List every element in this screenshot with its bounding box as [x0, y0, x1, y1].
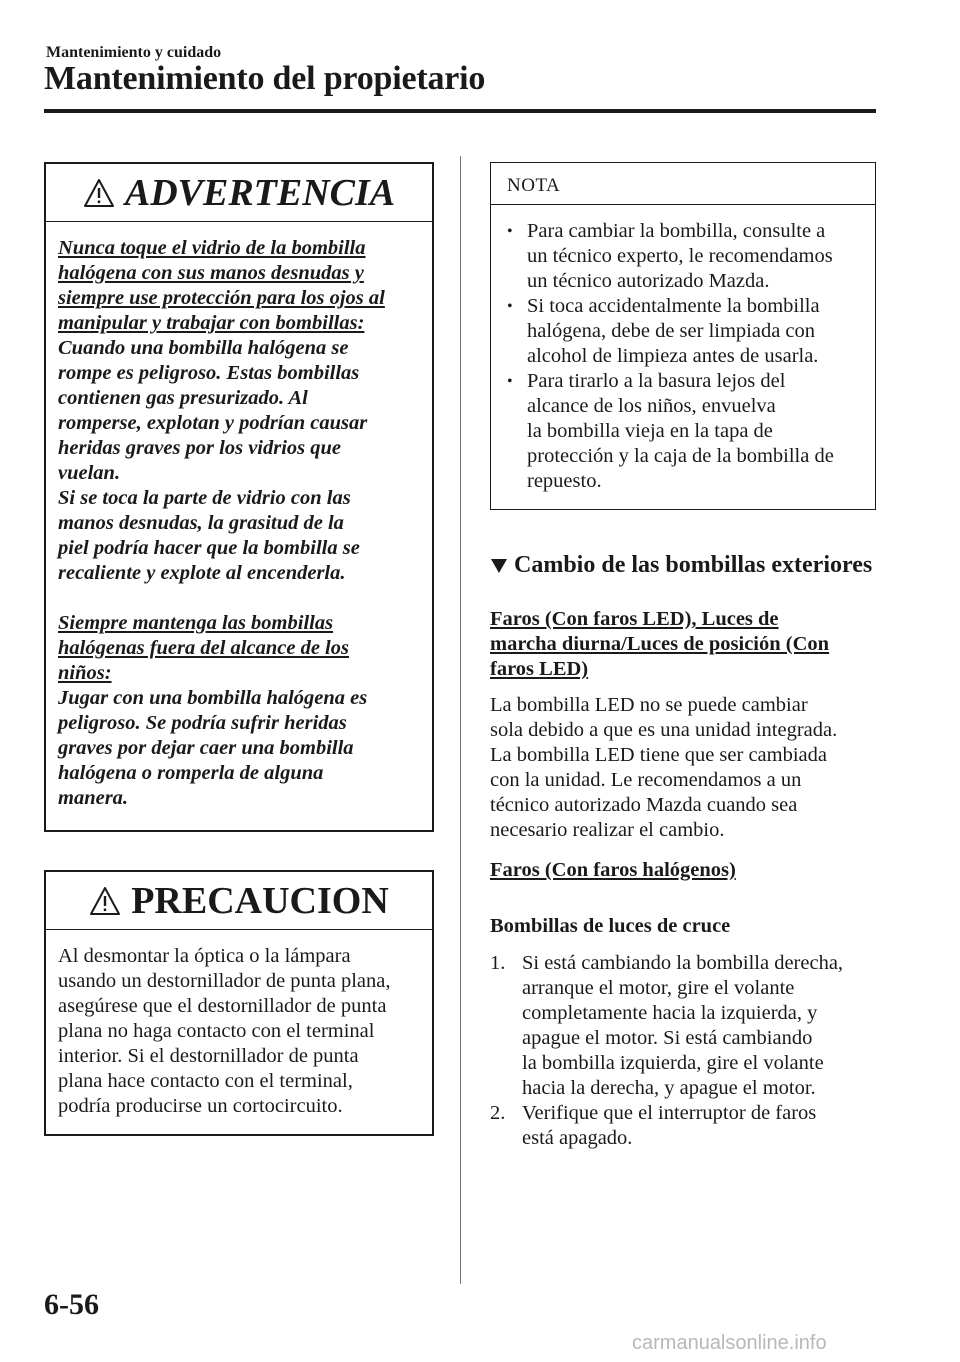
step-number: 1. — [490, 952, 506, 974]
note-list — [491, 205, 875, 494]
warning-line: Si se toca la parte de vidrio con las — [58, 487, 351, 509]
warning-line: siempre use protección para los ojos al — [58, 287, 385, 309]
caution-line: plana no haga contacto con el terminal — [58, 1020, 375, 1042]
caution-text — [46, 930, 432, 1119]
step-line: está apagado. — [522, 1127, 633, 1149]
warning-line: rompe es peligroso. Estas bombillas — [58, 362, 360, 384]
step-item — [490, 951, 876, 1101]
subheading-halogen: Faros (Con faros halógenos) — [490, 859, 736, 881]
steps-list — [490, 951, 876, 1151]
warning-line: halógena o romperla de alguna — [58, 762, 324, 784]
note-box — [490, 162, 876, 510]
note-line: un técnico autorizado Mazda. — [527, 270, 770, 292]
note-line: un técnico experto, le recomendamos — [527, 245, 833, 267]
note-item — [505, 219, 867, 294]
warning-line: peligroso. Se podría sufrir heridas — [58, 712, 347, 734]
note-item — [505, 294, 867, 369]
caution-line: Al desmontar la óptica o la lámpara — [58, 945, 351, 967]
subheading-low-beam: Bombillas de luces de cruce — [490, 915, 731, 937]
column-divider — [460, 156, 461, 1284]
warning-line: graves por dejar caer una bombilla — [58, 737, 354, 759]
subheading-led — [490, 607, 876, 682]
header-rule — [44, 109, 876, 113]
caution-line: podría producirse un cortocircuito. — [58, 1095, 343, 1117]
note-line: protección y la caja de la bombilla de — [527, 445, 834, 467]
caution-box — [44, 870, 434, 1136]
paragraph-line: con la unidad. Le recomendamos a un — [490, 769, 802, 791]
note-line: alcohol de limpieza antes de usarla. — [527, 345, 819, 367]
caution-line: usando un destornillador de punta plana, — [58, 970, 391, 992]
warning-text — [46, 222, 432, 811]
step-number: 2. — [490, 1102, 506, 1124]
caution-line: plana hace contacto con el terminal, — [58, 1070, 353, 1092]
caution-box-header — [46, 872, 432, 930]
step-item — [490, 1101, 876, 1151]
warning-line: heridas graves por los vidrios que — [58, 437, 342, 459]
paragraph-line: sola debido a que es una unidad integrada. — [490, 719, 838, 741]
caution-line: interior. Si el destornillador de punta — [58, 1045, 359, 1067]
warning-line: manos desnudas, la grasitud de la — [58, 512, 344, 534]
paragraph-led — [490, 693, 876, 843]
step-line: hacia la derecha, y apague el motor. — [522, 1077, 816, 1099]
section-heading-text: Cambio de las bombillas exteriores — [514, 552, 873, 578]
step-line: la bombilla izquierda, gire el volante — [522, 1052, 824, 1074]
warning-line: vuelan. — [58, 462, 121, 484]
paragraph-line: necesario realizar el cambio. — [490, 819, 725, 841]
warning-triangle-icon — [89, 886, 121, 916]
spacer — [58, 586, 420, 611]
warning-triangle-icon — [83, 178, 115, 208]
step-line: completamente hacia la izquierda, y — [522, 1002, 818, 1024]
step-line: Verifique que el interruptor de faros — [522, 1102, 817, 1124]
caution-line: asegúrese que el destornillador de punta — [58, 995, 387, 1017]
chapter-title: Mantenimiento del propietario — [44, 60, 486, 97]
warning-line: romperse, explotan y podrían causar — [58, 412, 368, 434]
paragraph-line: La bombilla LED no se puede cambiar — [490, 694, 808, 716]
step-line: arranque el motor, gire el volante — [522, 977, 795, 999]
paragraph-line: La bombilla LED tiene que ser cambiada — [490, 744, 827, 766]
warning-line: manera. — [58, 787, 129, 809]
subheading-line: faros LED) — [490, 658, 589, 680]
triangle-down-icon — [490, 558, 508, 574]
note-line: repuesto. — [527, 470, 602, 492]
warning-box-header — [46, 164, 432, 222]
warning-line: Jugar con una bombilla halógena es — [58, 687, 368, 709]
step-line: Si está cambiando la bombilla derecha, — [522, 952, 844, 974]
warning-line: manipular y trabajar con bombillas: — [58, 312, 365, 334]
warning-box — [44, 162, 434, 832]
subheading-line: marcha diurna/Luces de posición (Con — [490, 633, 830, 655]
warning-line: contienen gas presurizado. Al — [58, 387, 308, 409]
subheading-line: Faros (Con faros LED), Luces de — [490, 608, 779, 630]
section-heading — [490, 552, 872, 579]
warning-title: ADVERTENCIA — [124, 171, 396, 214]
warning-line: Cuando una bombilla halógena se — [58, 337, 349, 359]
note-line: • Para cambiar la bombilla, consulte a — [527, 220, 826, 242]
page-number: 6-56 — [44, 1288, 99, 1321]
note-line: • Para tirarlo a la basura lejos del — [527, 370, 786, 392]
warning-line: piel podría hacer que la bombilla se — [58, 537, 360, 559]
note-line: alcance de los niños, envuelva — [527, 395, 776, 417]
note-line: la bombilla vieja en la tapa de — [527, 420, 773, 442]
warning-line: halógenas fuera del alcance de los — [58, 637, 349, 659]
warning-line: niños: — [58, 662, 112, 684]
caution-title: PRECAUCION — [131, 879, 389, 922]
paragraph-line: técnico autorizado Mazda cuando sea — [490, 794, 798, 816]
warning-line: Siempre mantenga las bombillas — [58, 612, 334, 634]
warning-line: Nunca toque el vidrio de la bombilla — [58, 237, 366, 259]
warning-line: halógena con sus manos desnudas y — [58, 262, 364, 284]
note-line: halógena, debe de ser limpiada con — [527, 320, 816, 342]
warning-line: recaliente y explote al encenderla. — [58, 562, 346, 584]
watermark: carmanualsonline.info — [632, 1332, 827, 1354]
note-title: NOTA — [491, 163, 875, 205]
section-label: Mantenimiento y cuidado — [46, 44, 222, 61]
note-item — [505, 369, 867, 494]
note-line: • Si toca accidentalmente la bombilla — [527, 295, 820, 317]
step-line: apague el motor. Si está cambiando — [522, 1027, 813, 1049]
